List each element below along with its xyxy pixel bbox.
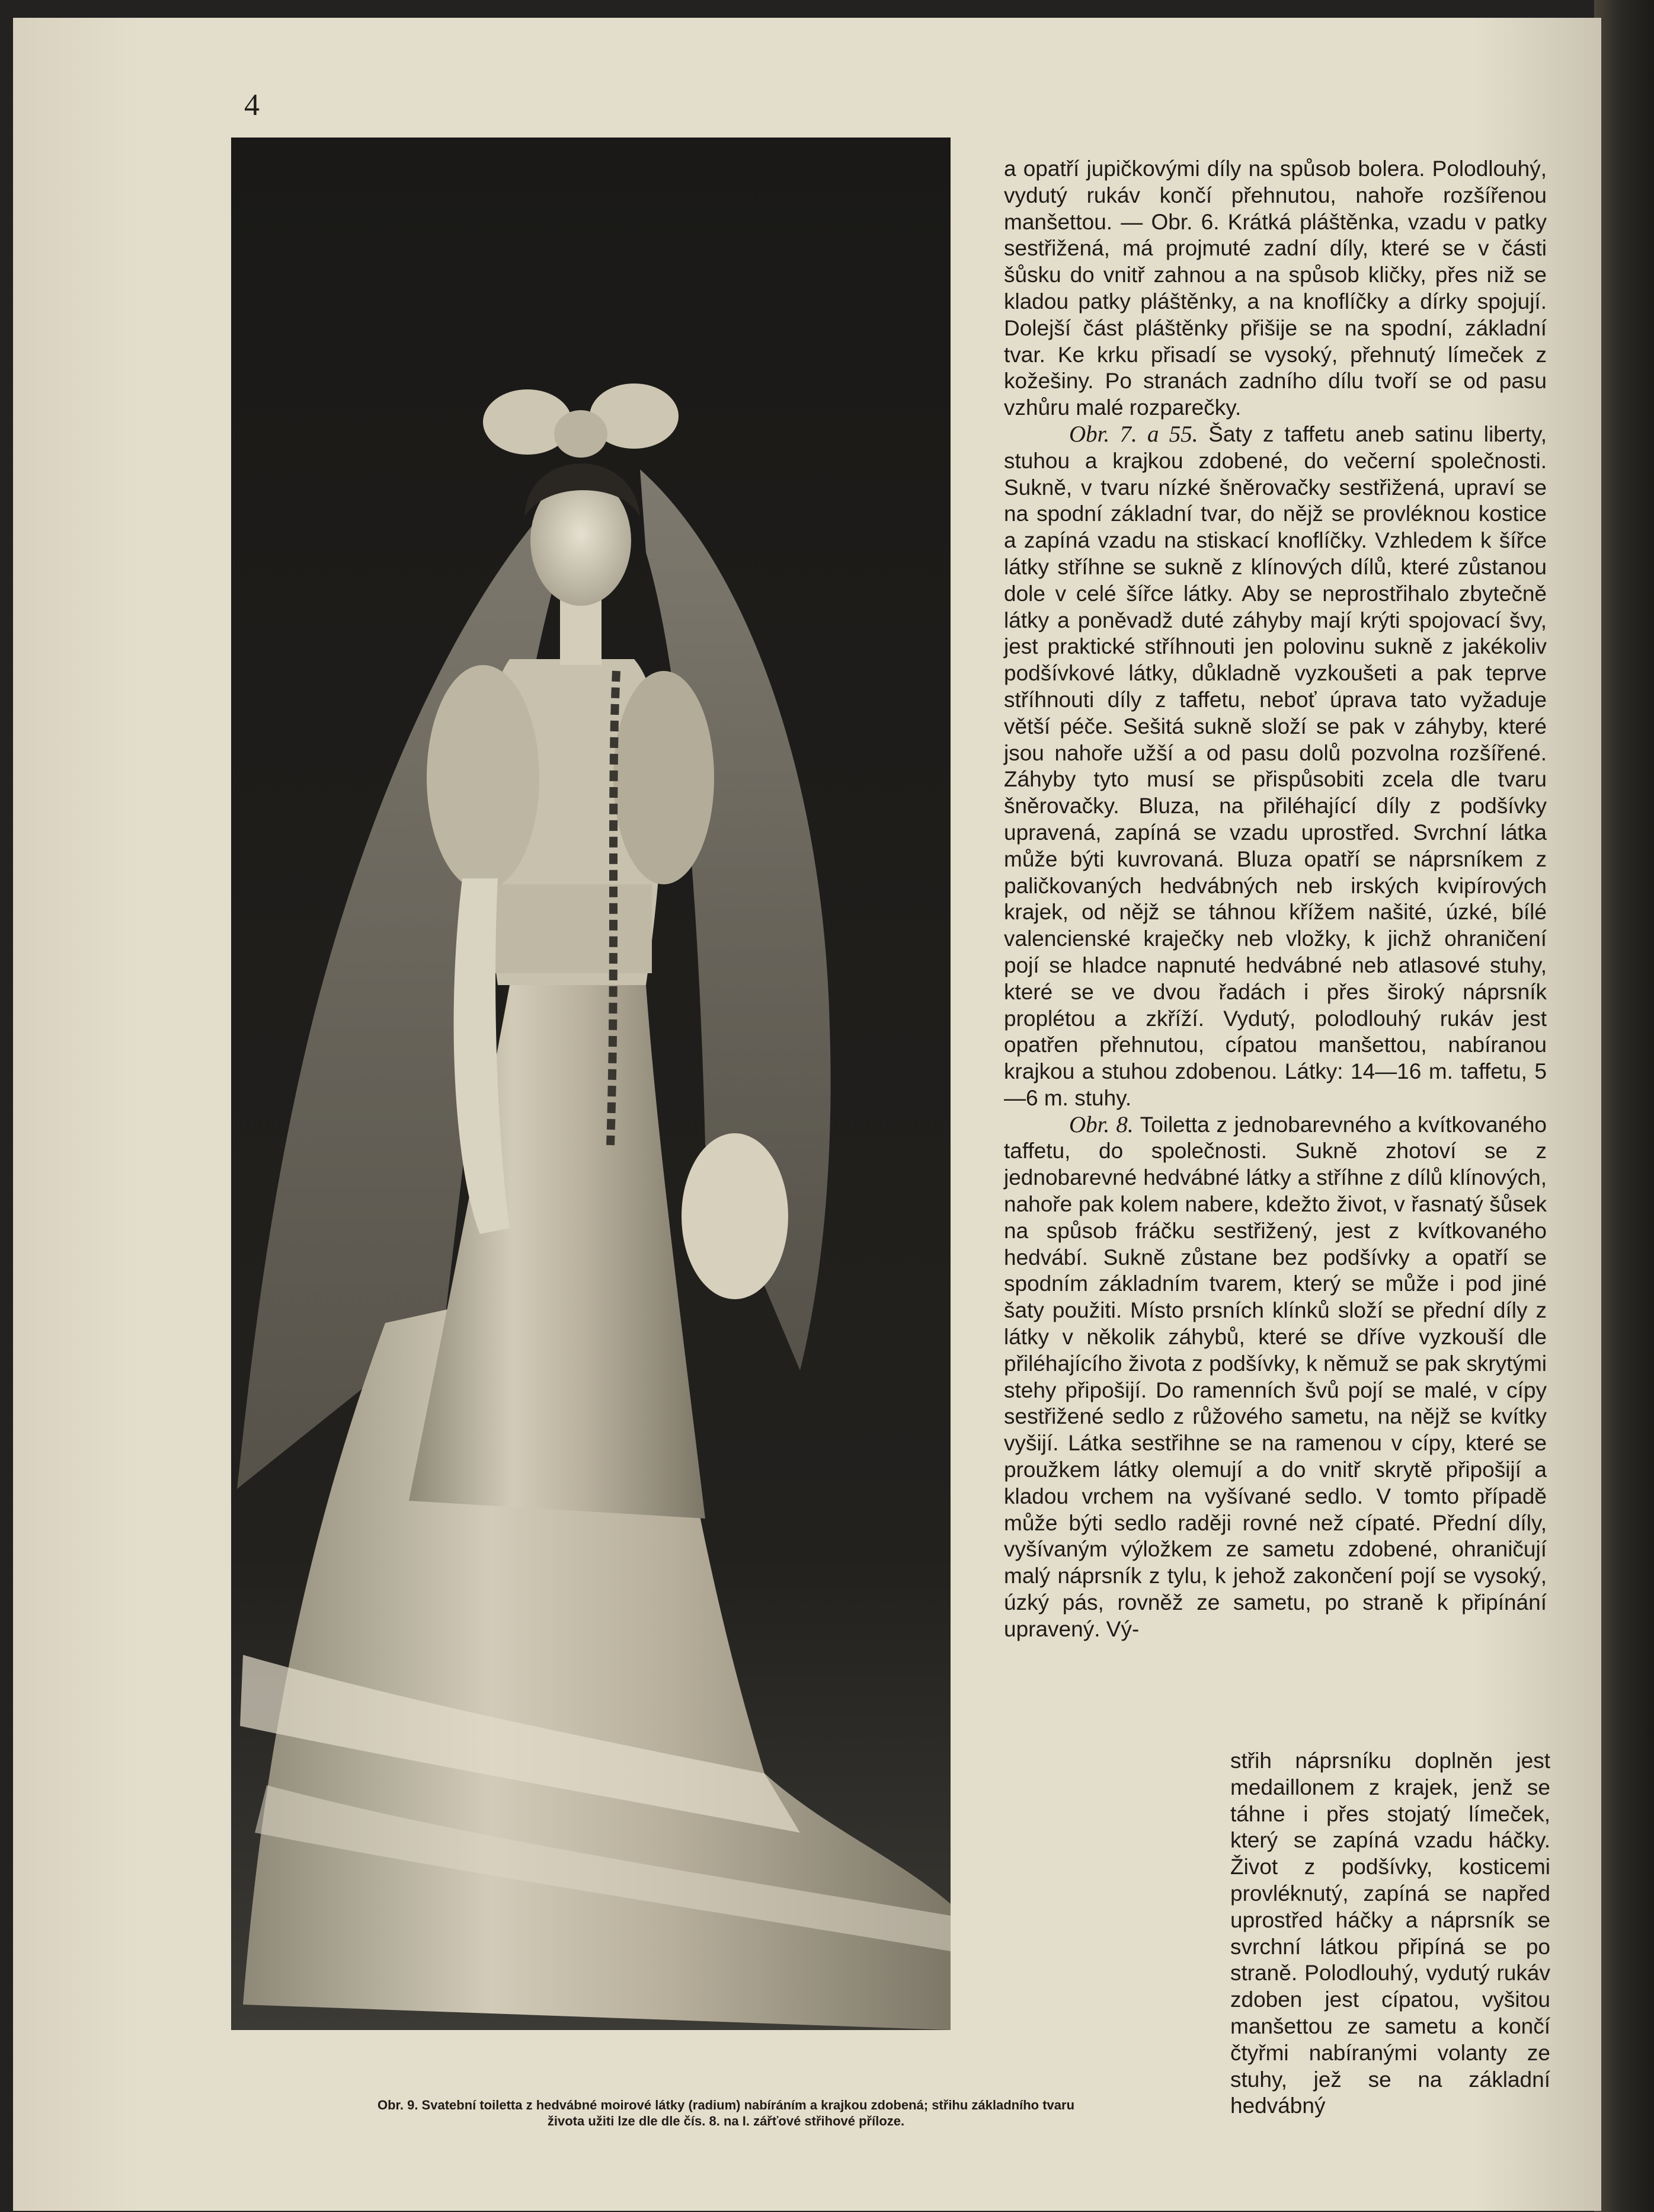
book-gutter-shadow xyxy=(1594,0,1654,2212)
wedding-dress-photo xyxy=(231,138,951,2030)
figure-reference: Obr. 8. xyxy=(1069,1111,1134,1137)
paragraph-3-body: Toiletta z jednobarevného a kvítkovaného taffetu, do společnosti. Sukně zhotoví se z jednobarevné hedvábné látky a stříhne z dílů klínových, nahoře pak kolem nabere, kdežto život, v řasnatý šůsek na spůsob fráčku sestřižený, jest z kvítkovaného hedvábí. Sukně zůstane bez podšívky a opatří se spodním základním tvarem, který se může i pod jiné šaty použiti. Místo prsních klínků složí se přední díly z látky v několik záhybů, které se dříve vyzkouší dle přiléhajícího života z podšívky, k němuž se pak skrytými stehy připošijí. Do ramenních švů pojí se malé, v cípy sestřižené sedlo z růžového sametu, na nějž se kvítky vyšijí. Látka sestřihne se na ramenou v cípy, které se proužkem látky olemují a do vnitř skrytě připošijí a kladou vrchem na vyšívané sedlo. V tomto případě může býti sedlo raději rovné než cípaté. Přední díly, vyšívaným výložkem ze sametu zdobené, ohraničují malý náprsník z tylu, k jehož zakončení pojí se vysoký, úzký pás, rovněž ze sametu, po straně k připínání upravený. Vý- xyxy=(1004,1112,1547,1641)
paragraph-1: a opatří jupičkovými díly na spůsob bolera. Polodlouhý, vydutý rukáv končí přehnutou, nahoře rozšířenou manšettou. — Obr. 6. Krátká pláštěnka, vzadu v patky sestřižená, má projmuté zadní díly, které se v části šůsku do vnitř zahnou a na spůsob kličky, přes niž se kladou patky pláštěnky, a na knoflíčky a dírky spojují. Dolejší část pláštěnky přišije se na spodní, základní tvar. Ke krku přisadí se vysoký, přehnutý límeček z kožešiny. Po stranách zadního dílu tvoří se od pasu vzhůru malé rozparečky. xyxy=(1004,156,1547,420)
article-text-column xyxy=(1004,156,1547,1643)
paragraph-2-body: Šaty z taffetu aneb satinu liberty, stuhou a krajkou zdobené, do večerní společnosti. Sukně, v tvaru nízké šněrovačky sestřižená, upraví se na spodní základní tvar, do nějž se provléknou kostice a zapíná vzadu na stiskací knoflíčky. Vzhledem k šířce látky stříhne se sukně z klínových dílů, které zůstanou dole v celé šířce látky. Aby se neprostřihalo zbytečně látky a poněvadž duté záhyby mají krýti spojovací švy, jest praktické stříhnouti jen polovinu sukně z jakékoliv podšívkové látky, důkladně vyzkoušeti a pak teprve stříhnouti díly z taffetu, neboť úprava tato vyžaduje větší péče. Sešitá sukně složí se pak v záhyby, které jsou nahoře užší a od pasu dolů pozvolna rozšířené. Záhyby tyto musí se přispůsobiti zcela dle tvaru šněrovačky. Bluza, na přiléhající díly z podšívky upravená, zapíná se vzadu uprostřed. Svrchní látka může býti kuvrovaná. Bluza opatří se náprsníkem z paličkovaných hedvábných neb irských kvipírových krajek, od nějž se táhnou křížem našité, úzké, bílé valencienské kraječky neb vložky, k jichž ohraničení pojí se hladce napnuté hedvábné neb atlasové stuhy, které se ve dvou řadách i přes široký náprsník proplétou a zkříží. Vydutý, polodlouhý rukáv jest opatřen přehnutou, cípatou manšettou, nabíranou krajkou a stuhou zdobenou. Látky: 14—16 m. taffetu, 5—6 m. stuhy. xyxy=(1004,421,1547,1110)
paragraph-3 xyxy=(1004,1112,1547,1643)
caption-line-1: Obr. 9. Svatební toiletta z hedvábné moirové látky (radium) nabíráním a krajkou zdobená; střihu základního tvaru xyxy=(377,2098,1075,2112)
figure-caption xyxy=(255,2097,1197,2129)
figure-reference: Obr. 7. a 55. xyxy=(1069,421,1198,447)
article-text-continuation xyxy=(1230,1748,1550,2120)
page-number: 4 xyxy=(244,88,260,122)
paragraph-3-continued: střih náprsníku doplněn jest medaillonem z krajek, jenž se táhne i přes stojatý límeček, který se zapíná vzadu háčky. Život z podšívky, kosticemi provléknutý, zapíná se napřed uprostřed háčky a náprsník se svrchní látkou připíná se po straně. Polodlouhý, vydutý rukáv zdoben jest cípatou, vyšitou manšettou ze sametu a končí čtyřmi nabíranými volanty ze stuhy, jež se na základní hedvábný xyxy=(1230,1748,1550,2118)
caption-line-2: života užiti lze dle dle čís. 8. na I. zářťové střihové příloze. xyxy=(547,2114,905,2128)
paragraph-2 xyxy=(1004,421,1547,1112)
